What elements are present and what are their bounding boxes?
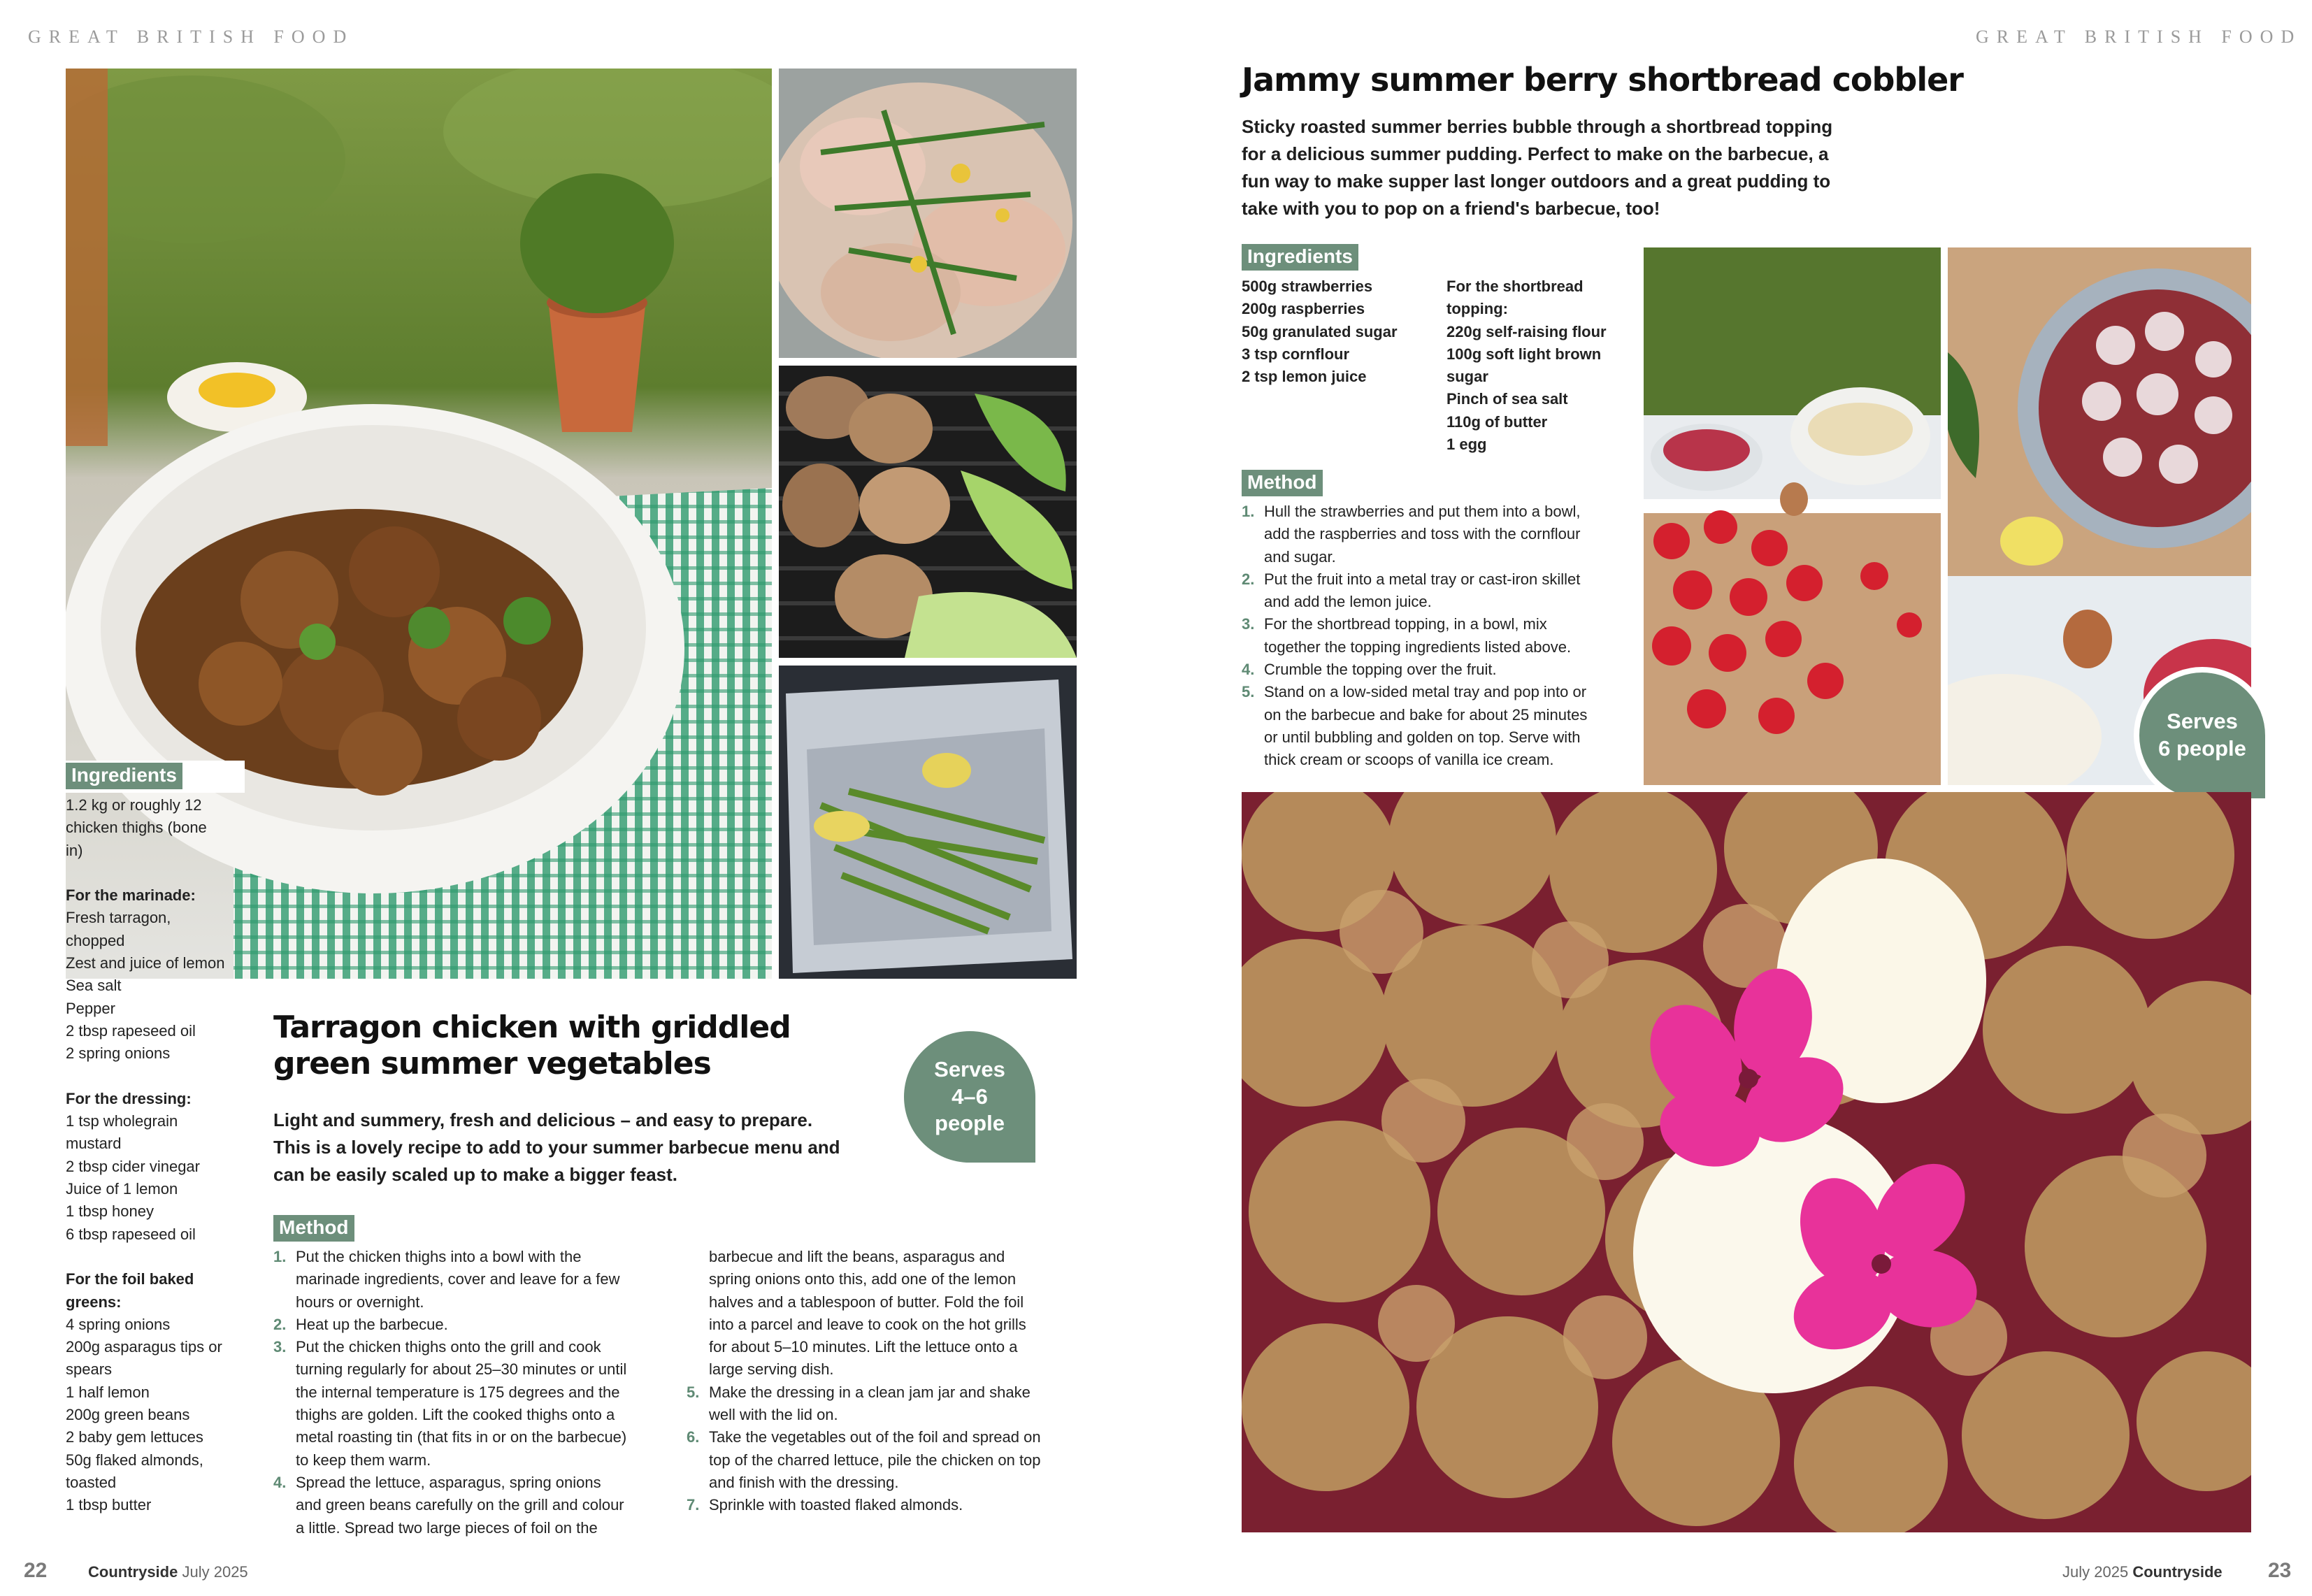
ingredient-subheading: topping: (1446, 300, 1508, 318)
step-text: turning regularly for about 25–30 minutes or until (296, 1360, 627, 1379)
ingredient-subheading: greens: (66, 1293, 122, 1311)
intro-line: Sticky roasted summer berries bubble through a shortbread topping (1242, 116, 1833, 137)
serves-line: 6 people (2158, 736, 2246, 761)
step-text: For the shortbread topping, in a bowl, mix (1264, 615, 1547, 633)
method-step-line (273, 1404, 679, 1426)
ingredient-line: 2 tsp lemon juice (1242, 368, 1367, 386)
left-recipe-title-line1: Tarragon chicken with griddled (273, 1009, 791, 1045)
method-step-line (1242, 591, 1640, 613)
ingredient-subheading: For the dressing: (66, 1089, 192, 1107)
right-ingredients-col2 (1446, 275, 1649, 456)
serves-line: 4–6 (952, 1084, 988, 1109)
step-text: add the raspberries and toss with the cornflour (1264, 525, 1581, 543)
method-step-line (687, 1358, 1092, 1381)
step-number: 2. (1242, 570, 1255, 588)
step-text: to keep them warm. (296, 1451, 431, 1469)
method-step-line (273, 1517, 679, 1539)
method-step-line (687, 1494, 1092, 1516)
method-step-line (687, 1336, 1092, 1358)
step-text: top of the charred lettuce, pile the chicken on top (709, 1451, 1041, 1469)
grilled-chicken-photo (779, 366, 1077, 658)
ingredient-line: 1 tbsp honey (66, 1202, 154, 1221)
left-footer-magazine: Countryside (88, 1563, 178, 1581)
ingredient-line: 200g green beans (66, 1406, 190, 1424)
step-text: large serving dish. (709, 1360, 834, 1379)
foil-greens-photo (779, 666, 1077, 979)
ingredient-line: Pepper (66, 999, 115, 1017)
left-footer (88, 1563, 248, 1581)
left-recipe-intro: Light and summery, fresh and delicious – and easy to prepare. This is a lovely recipe to add to your summer barbecue menu and can be easily scaled up to make a bigger feast. (273, 1109, 840, 1185)
ingredient-line: Zest and juice of lemon (66, 954, 225, 972)
berry-cobbler-photo (1242, 792, 2251, 1532)
method-step-line (273, 1314, 679, 1336)
intro-line: fun way to make supper last longer outdoors and a great pudding to (1242, 171, 1831, 192)
serves-line: Serves (934, 1056, 1005, 1081)
method-step-line (687, 1449, 1092, 1472)
left-footer-date: July 2025 (182, 1563, 248, 1581)
step-text: thighs are golden. Lift the cooked thighs onto a (296, 1406, 615, 1424)
step-text: metal roasting tin (that fits in or on the barbecue) (296, 1428, 627, 1446)
right-recipe-title: Jammy summer berry shortbread cobbler (1242, 61, 1963, 99)
berries-prep-photo (1644, 247, 1941, 785)
ingredient-line: 1 egg (1446, 436, 1487, 454)
section-header-right: GREAT BRITISH FOOD (1976, 27, 2302, 47)
ingredient-line: 220g self-raising flour (1446, 322, 1607, 340)
ingredient-line: 3 tsp cornflour (1242, 345, 1350, 363)
ingredient-line: 110g of butter (1446, 412, 1548, 431)
ingredient-line: Juice of 1 lemon (66, 1180, 178, 1198)
right-ingredients-col1 (1242, 275, 1444, 388)
method-step-line (1242, 659, 1640, 681)
ingredient-line: 2 tbsp cider vinegar (66, 1157, 200, 1175)
step-number: 5. (687, 1383, 700, 1401)
step-text: Crumble the topping over the fruit. (1264, 661, 1497, 679)
ingredient-spacer (66, 1246, 254, 1268)
method-step-line (273, 1268, 679, 1291)
step-text: thick cream or scoops of vanilla ice cream. (1264, 751, 1554, 769)
ingredient-line: mustard (66, 1135, 122, 1153)
method-step-line (273, 1381, 679, 1404)
ingredient-line: 200g asparagus tips or (66, 1338, 222, 1356)
method-step-line (1242, 613, 1640, 635)
step-text: or until bubbling and golden on top. Serve with (1264, 728, 1581, 746)
step-text: Put the chicken thighs into a bowl with the (296, 1248, 582, 1265)
ingredient-line: 1 tbsp butter (66, 1496, 152, 1514)
ingredient-line: 2 tbsp rapeseed oil (66, 1021, 196, 1040)
method-step-line (273, 1449, 679, 1472)
step-text: together the topping ingredients listed above. (1264, 638, 1572, 656)
ingredient-line: Pinch of sea salt (1446, 390, 1568, 408)
method-step-line (1242, 704, 1640, 726)
ingredient-line: 2 baby gem lettuces (66, 1428, 203, 1446)
ingredient-subheading: For the marinade: (66, 886, 196, 905)
method-step-line (687, 1268, 1092, 1291)
marinated-chicken-photo (779, 69, 1077, 358)
step-number: 3. (1242, 615, 1255, 633)
ingredient-line: 50g flaked almonds, (66, 1451, 203, 1469)
method-step-line (1242, 523, 1640, 545)
method-step-line (1242, 546, 1640, 568)
left-method-column-1 (273, 1246, 679, 1539)
right-method-list (1242, 501, 1640, 772)
right-method-label: Method (1242, 470, 1323, 496)
right-recipe-intro (1242, 113, 1899, 222)
right-page-number: 23 (2268, 1559, 2292, 1582)
method-step-line (687, 1472, 1092, 1494)
step-text: and green beans carefully on the grill and colour (296, 1496, 624, 1514)
step-text: Take the vegetables out of the foil and spread on (709, 1428, 1041, 1446)
method-step-line (1242, 636, 1640, 659)
ingredient-line: 1 tsp wholegrain (66, 1112, 178, 1130)
method-step-line (687, 1404, 1092, 1426)
method-step-line (687, 1381, 1092, 1404)
ingredient-line: sugar (1446, 368, 1488, 386)
left-page-number: 22 (24, 1559, 48, 1582)
step-text: Spread the lettuce, asparagus, spring onions (296, 1473, 601, 1491)
left-recipe-title (273, 1009, 791, 1082)
method-step-line (273, 1291, 679, 1314)
step-text: Put the chicken thighs onto the grill and cook (296, 1338, 601, 1356)
method-step-line (273, 1246, 679, 1268)
ingredient-line: 1 half lemon (66, 1383, 150, 1401)
step-number: 2. (273, 1315, 287, 1333)
step-number: 7. (687, 1496, 700, 1514)
method-step-line (1242, 681, 1640, 703)
step-text: a little. Spread two large pieces of foil on the (296, 1518, 598, 1537)
step-number: 1. (1242, 503, 1255, 520)
method-step-line (273, 1426, 679, 1448)
left-recipe-title-line2: green summer vegetables (273, 1046, 711, 1081)
left-serves-badge (904, 1031, 1035, 1163)
method-step-line (1242, 749, 1640, 771)
left-ingredients-list (66, 794, 254, 1517)
serves-line: Serves (2167, 709, 2238, 734)
step-text: on the barbecue and bake for about 25 minutes (1264, 705, 1588, 724)
method-step-line (1242, 568, 1640, 591)
ingredient-line: chicken thighs (bone (66, 819, 207, 837)
step-number: 3. (273, 1338, 287, 1356)
method-step-line (687, 1246, 1092, 1268)
step-number: 4. (1242, 661, 1255, 679)
step-text: spring onions onto this, add one of the lemon (709, 1270, 1017, 1288)
method-step-line (273, 1494, 679, 1516)
step-text: Make the dressing in a clean jam jar and shake (709, 1383, 1031, 1401)
ingredients-label: Ingredients (66, 763, 182, 789)
step-text: the internal temperature is 175 degrees and the (296, 1383, 620, 1401)
method-step-line (687, 1314, 1092, 1336)
ingredient-line: toasted (66, 1473, 117, 1491)
step-text: Heat up the barbecue. (296, 1315, 448, 1333)
right-serves-badge (2134, 667, 2271, 804)
ingredient-line: 100g soft light brown (1446, 345, 1602, 363)
step-text: for about 5–10 minutes. Lift the lettuce onto a (709, 1338, 1018, 1356)
ingredient-line: 200g raspberries (1242, 300, 1365, 318)
step-text: marinade ingredients, cover and leave for a few (296, 1270, 620, 1288)
ingredient-line: 500g strawberries (1242, 278, 1373, 295)
right-footer-date: July 2025 (2062, 1563, 2129, 1581)
ingredient-line: Sea salt (66, 977, 122, 995)
step-text: well with the lid on. (709, 1406, 838, 1424)
ingredient-line: 50g granulated sugar (1242, 322, 1398, 340)
ingredient-line: Fresh tarragon, (66, 909, 171, 927)
step-text: into a parcel and leave to cook on the hot grills (709, 1315, 1026, 1333)
intro-line: for a delicious summer pudding. Perfect to make on the barbecue, a (1242, 143, 1829, 164)
method-step-line (1242, 501, 1640, 523)
step-text: Stand on a low-sided metal tray and pop into or (1264, 683, 1587, 701)
ingredient-subheading: For the foil baked (66, 1270, 194, 1288)
step-text: halves and a tablespoon of butter. Fold the foil (709, 1293, 1024, 1311)
ingredient-line: chopped (66, 931, 125, 949)
ingredient-line: 2 spring onions (66, 1044, 171, 1063)
left-method-label: Method (273, 1215, 354, 1242)
method-step-line (687, 1426, 1092, 1448)
step-number: 4. (273, 1473, 287, 1491)
step-text: and add the lemon juice. (1264, 593, 1432, 611)
step-number: 6. (687, 1428, 700, 1446)
method-step-line (1242, 726, 1640, 749)
step-number: 1. (273, 1248, 287, 1265)
left-method-column-2 (687, 1246, 1092, 1517)
ingredient-subheading: For the shortbread (1446, 278, 1584, 295)
step-text: Sprinkle with toasted flaked almonds. (709, 1496, 963, 1514)
section-header-left: GREAT BRITISH FOOD (28, 27, 354, 47)
ingredient-line: spears (66, 1360, 113, 1379)
method-step-line (273, 1472, 679, 1494)
intro-line: take with you to pop on a friend's barbecue, too! (1242, 198, 1660, 219)
ingredient-spacer (66, 862, 254, 884)
right-ingredients-label: Ingredients (1242, 244, 1358, 271)
ingredient-line: 6 tbsp rapeseed oil (66, 1225, 196, 1243)
ingredient-line: 1.2 kg or roughly 12 (66, 796, 202, 814)
right-footer (2062, 1563, 2223, 1581)
serves-line: people (935, 1111, 1005, 1136)
right-footer-magazine: Countryside (2132, 1563, 2223, 1581)
step-text: barbecue and lift the beans, asparagus and (709, 1248, 1005, 1265)
step-text: Put the fruit into a metal tray or cast-iron skillet (1264, 570, 1581, 588)
step-number: 5. (1242, 683, 1255, 701)
ingredient-line: 4 spring onions (66, 1315, 171, 1333)
ingredient-line: in) (66, 841, 83, 859)
method-step-line (687, 1291, 1092, 1314)
method-step-line (273, 1358, 679, 1381)
step-text: Hull the strawberries and put them into a bowl, (1264, 503, 1581, 520)
step-text: hours or overnight. (296, 1293, 424, 1311)
step-text: and finish with the dressing. (709, 1473, 899, 1491)
step-text: and sugar. (1264, 547, 1336, 566)
method-step-line (273, 1336, 679, 1358)
ingredient-spacer (66, 1065, 254, 1088)
